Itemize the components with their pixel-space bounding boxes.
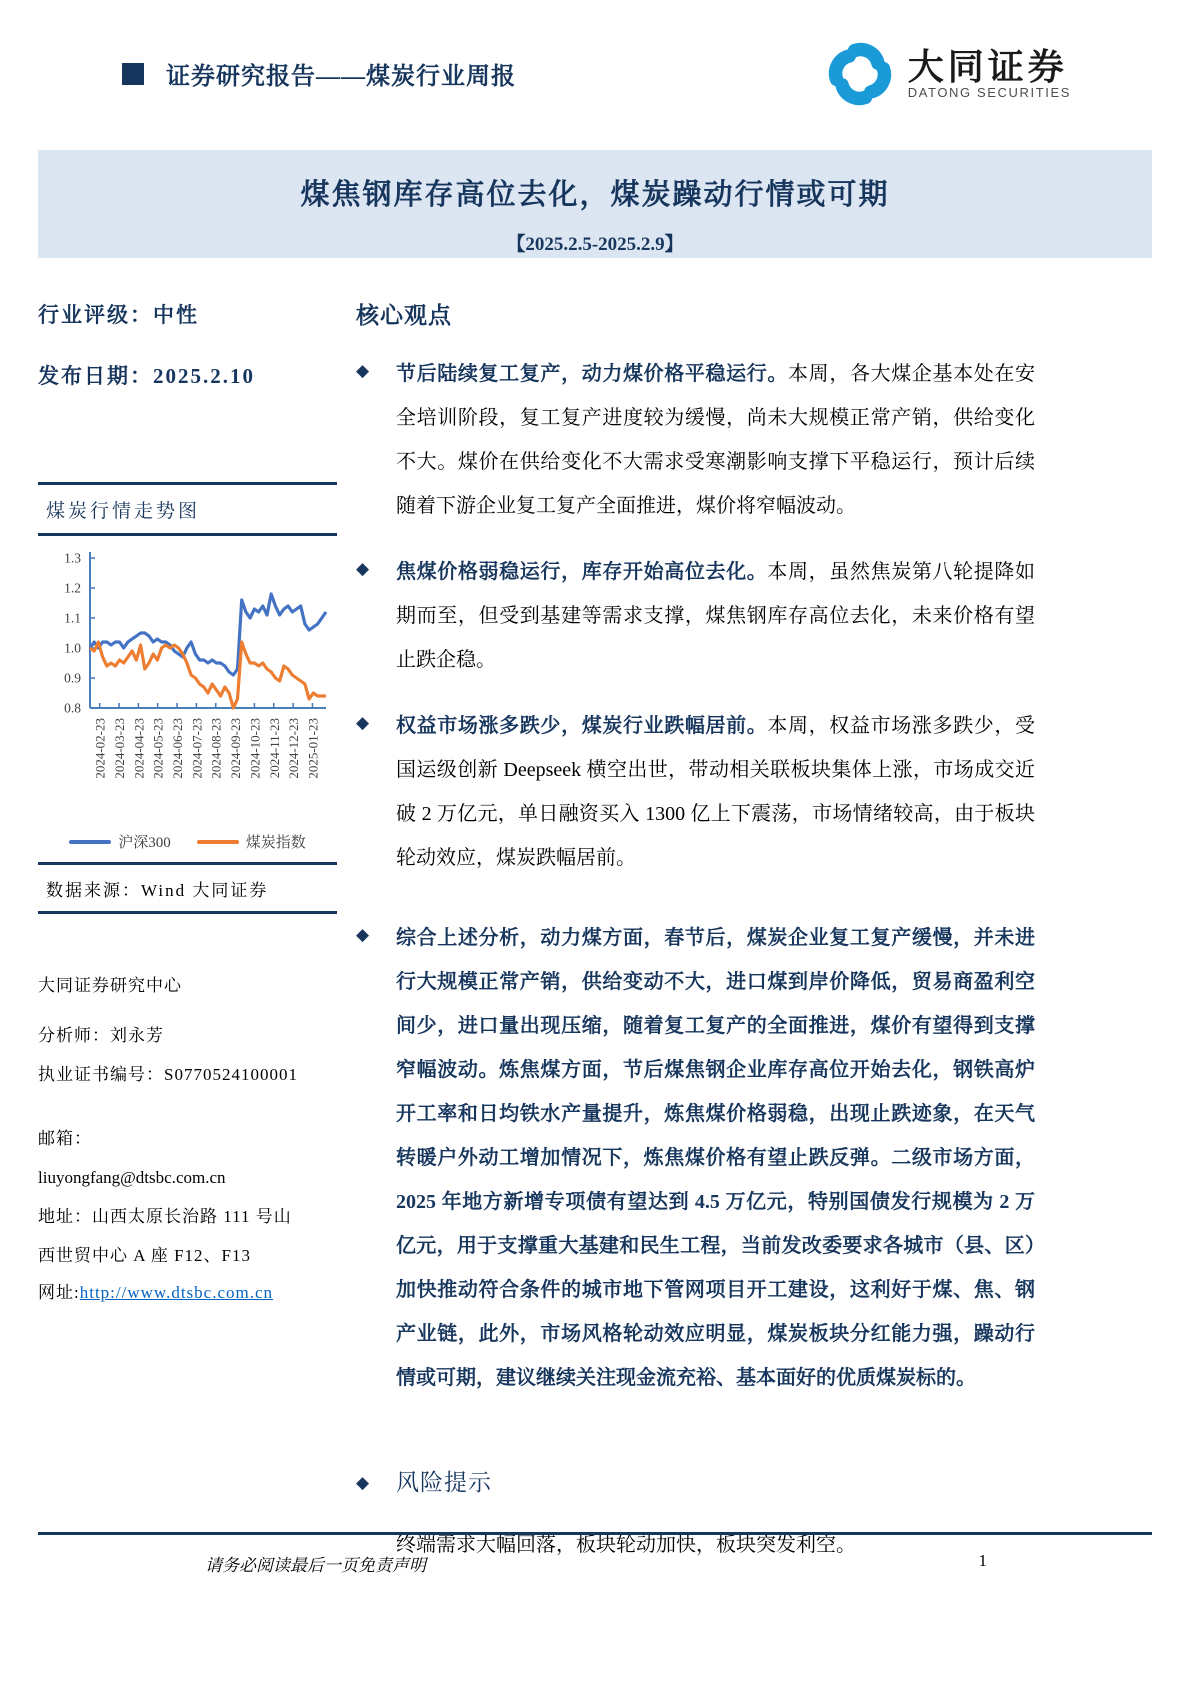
bullet-text: 综合上述分析，动力煤方面，春节后，煤炭企业复工复产缓慢，并未进行大规模正常产销，供给变动不大，进口煤到岸价降低，贸易商盈利空间少，进口量出现压缩，随着复工复产的全面推进，煤价有望得到支撑窄幅波动。炼焦煤方面，节后煤焦钢企业库存高位开始去化，钢铁高炉开工率和日均铁水产量提升，炼焦煤价格弱稳，出现止跌迹象，在天气转暖户外动工增加情况下，炼焦煤价格有望止跌反弹。二级市场方面，2025 年地方新增专项债有望达到 4.5 万亿元，特别国债发行规模为 2 万亿元，用于支撑重大基建和民生工程，当前发改委要求各城市（县、区）加快推动符合条件的城市地下管网项目开工建设，这利好于煤、焦、钢产业链，此外，市场风格轮动效应明显，煤炭板块分红能力强，躁动行情或可期，建议继续关注现金流充裕、基本面好的优质煤炭标的。 [396, 927, 1035, 1389]
logo-text [907, 45, 1071, 101]
legend-item: 煤炭指数 [197, 831, 306, 852]
svg-text:2025-01-23: 2025-01-23 [305, 718, 321, 779]
data-source: 数据来源：Wind 大同证券 [38, 862, 337, 914]
bullet-item [356, 352, 1035, 528]
analyst-license: 执业证书编号：S0770524100001 [38, 1065, 298, 1084]
report-type-title: 证券研究报告——煤炭行业周报 [166, 64, 516, 90]
analyst-info [38, 974, 337, 1305]
svg-text:1.3: 1.3 [64, 550, 81, 566]
logo-company-name: 大同证券 [907, 45, 1068, 87]
research-center: 大同证券研究中心 [38, 976, 182, 995]
bullet-item [356, 704, 1035, 880]
svg-text:2024-06-23: 2024-06-23 [170, 718, 186, 779]
report-type-header [122, 56, 516, 91]
title-banner [38, 150, 1152, 258]
svg-text:1.1: 1.1 [64, 610, 81, 626]
svg-text:2024-02-23: 2024-02-23 [92, 718, 108, 779]
page-number: 1 [978, 1551, 987, 1570]
bullet-item [356, 916, 1035, 1400]
legend-line-icon [69, 840, 111, 844]
svg-text:0.8: 0.8 [64, 700, 81, 716]
bullet-diamond-icon: ◆ [356, 559, 370, 578]
trend-chart-box [38, 482, 337, 914]
page-footer [38, 1532, 1152, 1576]
risk-body: 终端需求大幅回落，板块轮动加快，板块突发利空。 [396, 1534, 856, 1556]
bullet-text: 节后陆续复工复产，动力煤价格平稳运行。本周，各大煤企基本处在安全培训阶段，复工复产进度较为缓慢，尚未大规模正常产销，供给变化不大。煤价在供给变化不大需求受寒潮影响支撑下平稳运行，预计后续随着下游企业复工复产全面推进，煤价将窄幅波动。 [396, 363, 1036, 517]
report-title: 煤焦钢库存高位去化，煤炭躁动行情或可期 [300, 179, 890, 211]
svg-text:2024-09-23: 2024-09-23 [228, 718, 244, 779]
bullet-text: 焦煤价格弱稳运行，库存开始高位去化。本周，虽然焦炭第八轮提降如期而至，但受到基建等需求支撑，煤焦钢库存高位去化，未来价格有望止跌企稳。 [396, 561, 1036, 671]
bullet-diamond-icon: ◆ [356, 361, 370, 380]
svg-text:0.9: 0.9 [64, 670, 81, 686]
risk-title: 风险提示 [396, 1470, 492, 1495]
trend-chart [38, 536, 337, 829]
publish-date: 发布日期：2025.2.10 [38, 364, 255, 388]
svg-text:1.2: 1.2 [64, 580, 81, 596]
logo-company-name-en: DATONG SECURITIES [907, 85, 1071, 101]
logo-pinwheel-icon [824, 38, 896, 110]
website-label: 网址: [38, 1283, 80, 1302]
section-title: 核心观点 [356, 303, 452, 328]
header-square-icon [122, 63, 144, 85]
website-link[interactable]: http://www.dtsbc.com.cn [79, 1283, 274, 1302]
svg-text:2024-08-23: 2024-08-23 [208, 718, 224, 779]
address-line-1: 地址：山西太原长治路 111 号山 [38, 1207, 292, 1226]
bullet-item [356, 550, 1035, 682]
risk-section-header [356, 1464, 1035, 1497]
chart-legend [38, 831, 337, 852]
legend-item: 沪深300 [69, 831, 171, 852]
svg-text:2024-07-23: 2024-07-23 [189, 718, 205, 779]
svg-text:2024-10-23: 2024-10-23 [247, 718, 263, 779]
svg-text:2024-12-23: 2024-12-23 [286, 718, 302, 779]
bullet-diamond-icon: ◆ [356, 1473, 370, 1492]
svg-text:2024-03-23: 2024-03-23 [112, 718, 128, 779]
industry-rating: 行业评级：中性 [38, 303, 199, 327]
analyst-name: 分析师：刘永芳 [38, 1026, 164, 1045]
page-header [122, 38, 1071, 110]
bullet-diamond-icon: ◆ [356, 925, 370, 944]
report-period: 【2025.2.5-2025.2.9】 [506, 234, 684, 255]
chart-title: 煤炭行情走势图 [38, 482, 337, 536]
legend-line-icon [197, 840, 239, 844]
company-logo [824, 38, 1071, 110]
bullet-text: 权益市场涨多跌少，煤炭行业跌幅居前。本周，权益市场涨多跌少，受国运级创新 Deepseek 横空出世，带动相关联板块集体上涨，市场成交近破 2 万亿元，单日融资买入 1300 亿上下震荡，市场情绪较高，由于板块轮动效应，煤炭跌幅居前。 [396, 715, 1036, 869]
key-points-list [356, 352, 1035, 1400]
website-row [38, 1281, 337, 1305]
footer-disclaimer: 请务必阅读最后一页免责声明 [205, 1556, 426, 1575]
svg-text:2024-04-23: 2024-04-23 [131, 718, 147, 779]
svg-text:2024-05-23: 2024-05-23 [150, 718, 166, 779]
main-column [356, 295, 1035, 1565]
email-label: 邮箱： [38, 1129, 92, 1148]
bullet-diamond-icon: ◆ [356, 713, 370, 732]
content-columns [38, 295, 1035, 1565]
email-address: liuyongfang@dtsbc.com.cn [38, 1168, 226, 1187]
svg-text:2024-11-23: 2024-11-23 [266, 718, 282, 779]
svg-text:1.0: 1.0 [64, 640, 81, 656]
sidebar [38, 295, 337, 1565]
address-line-2: 西世贸中心 A 座 F12、F13 [38, 1246, 251, 1265]
